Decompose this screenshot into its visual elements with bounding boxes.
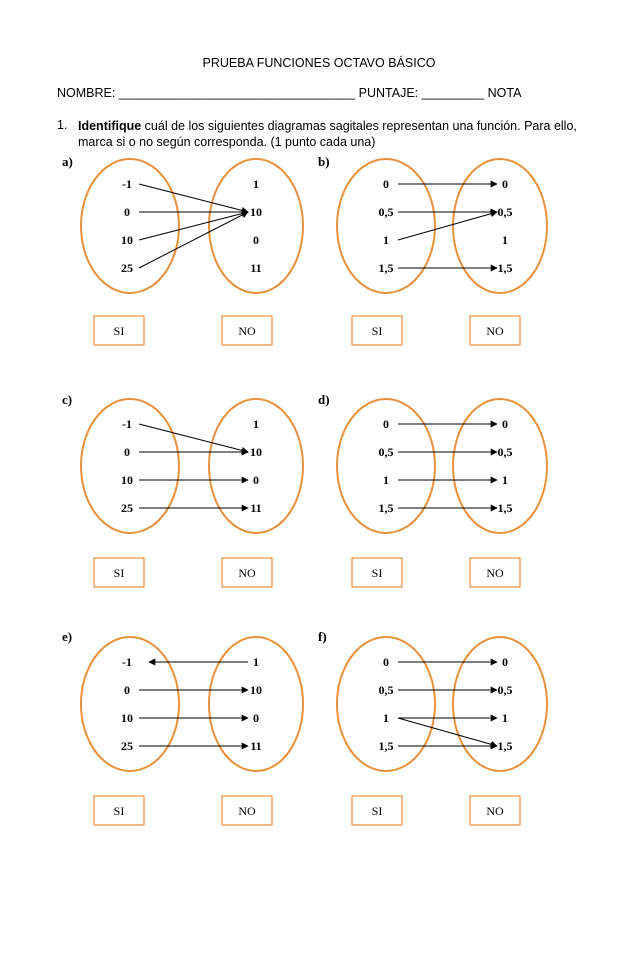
domain-element: 0 bbox=[124, 205, 130, 219]
codomain-element: 0,5 bbox=[497, 445, 513, 459]
codomain-element: 11 bbox=[250, 739, 262, 753]
domain-element: -1 bbox=[122, 655, 132, 669]
answer-no-label: NO bbox=[238, 566, 256, 580]
domain-element: 1 bbox=[383, 473, 389, 487]
codomain-element: 10 bbox=[250, 445, 262, 459]
mapping-arrow bbox=[139, 212, 248, 268]
codomain-element: 1,5 bbox=[497, 261, 513, 275]
mapping-arrow bbox=[139, 424, 248, 452]
domain-element: 10 bbox=[121, 473, 133, 487]
answer-no-label: NO bbox=[486, 804, 504, 818]
domain-element: 1,5 bbox=[378, 261, 394, 275]
domain-element: 1,5 bbox=[378, 501, 394, 515]
codomain-element: 1 bbox=[253, 655, 259, 669]
codomain-element: 1 bbox=[253, 417, 259, 431]
domain-element: 25 bbox=[121, 261, 133, 275]
diagram-label: c) bbox=[62, 392, 73, 407]
answer-si-label: SI bbox=[113, 804, 125, 818]
question-bold-word: Identifique bbox=[78, 119, 142, 133]
question-instructions: cuál de los siguientes diagramas sagitales representan una función. Para ello, marca si o no según corresponda. (1 punto cada una) bbox=[78, 119, 577, 149]
codomain-element: 1 bbox=[253, 177, 259, 191]
codomain-element: 0 bbox=[253, 473, 259, 487]
domain-element: 0,5 bbox=[378, 683, 394, 697]
answer-si-label: SI bbox=[371, 566, 383, 580]
domain-element: 10 bbox=[121, 711, 133, 725]
domain-element: 0,5 bbox=[378, 205, 394, 219]
codomain-element: 11 bbox=[250, 501, 262, 515]
domain-element: 0 bbox=[124, 445, 130, 459]
codomain-element: 0 bbox=[502, 177, 508, 191]
mapping-arrow bbox=[398, 718, 497, 746]
student-info-line: NOMBRE: __________________________________ PUNTAJE: _________ NOTA bbox=[57, 86, 522, 100]
codomain-element: 1,5 bbox=[497, 501, 513, 515]
domain-element: 25 bbox=[121, 501, 133, 515]
domain-element: 0 bbox=[383, 655, 389, 669]
diagram-label: b) bbox=[318, 154, 330, 169]
answer-no-label: NO bbox=[486, 566, 504, 580]
codomain-element: 0 bbox=[253, 711, 259, 725]
domain-element: 1 bbox=[383, 233, 389, 247]
domain-element: 10 bbox=[121, 233, 133, 247]
domain-element: 1 bbox=[383, 711, 389, 725]
diagram-label: a) bbox=[62, 154, 73, 169]
domain-element: 0 bbox=[383, 177, 389, 191]
codomain-element: 1 bbox=[502, 473, 508, 487]
answer-si-label: SI bbox=[113, 324, 125, 338]
codomain-element: 0,5 bbox=[497, 205, 513, 219]
diagram-label: e) bbox=[62, 629, 73, 644]
diagram-label: d) bbox=[318, 392, 330, 407]
page-title: PRUEBA FUNCIONES OCTAVO BÁSICO bbox=[202, 56, 436, 70]
mapping-arrow bbox=[139, 212, 248, 240]
diagram-label: f) bbox=[318, 629, 327, 644]
codomain-element: 11 bbox=[250, 261, 262, 275]
codomain-element: 1,5 bbox=[497, 739, 513, 753]
codomain-element: 0 bbox=[502, 417, 508, 431]
codomain-element: 10 bbox=[250, 683, 262, 697]
mapping-arrow bbox=[398, 212, 497, 240]
answer-si-label: SI bbox=[371, 324, 383, 338]
codomain-element: 1 bbox=[502, 711, 508, 725]
domain-element: -1 bbox=[122, 177, 132, 191]
answer-no-label: NO bbox=[486, 324, 504, 338]
question-number: 1. bbox=[57, 118, 68, 132]
codomain-element: 10 bbox=[250, 205, 262, 219]
codomain-element: 0 bbox=[502, 655, 508, 669]
domain-element: 25 bbox=[121, 739, 133, 753]
mapping-arrow bbox=[139, 184, 248, 212]
domain-element: -1 bbox=[122, 417, 132, 431]
domain-element: 0 bbox=[383, 417, 389, 431]
answer-si-label: SI bbox=[371, 804, 383, 818]
codomain-element: 0,5 bbox=[497, 683, 513, 697]
answer-no-label: NO bbox=[238, 804, 256, 818]
domain-element: 1,5 bbox=[378, 739, 394, 753]
answer-si-label: SI bbox=[113, 566, 125, 580]
domain-element: 0,5 bbox=[378, 445, 394, 459]
domain-element: 0 bbox=[124, 683, 130, 697]
answer-no-label: NO bbox=[238, 324, 256, 338]
codomain-element: 0 bbox=[253, 233, 259, 247]
codomain-element: 1 bbox=[502, 233, 508, 247]
